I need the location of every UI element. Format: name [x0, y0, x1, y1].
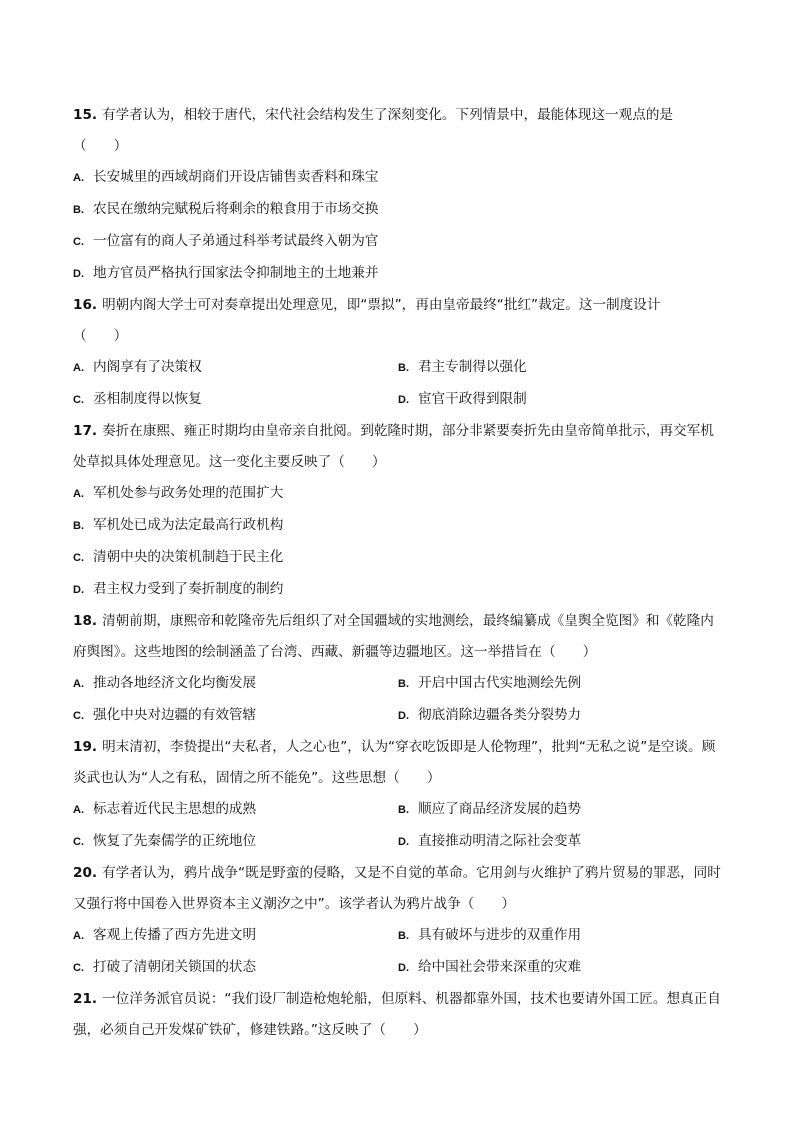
option-label: D.: [73, 268, 84, 280]
question-15: [73, 100, 725, 290]
option-b: [398, 920, 725, 952]
question-text: 有学者认为，鸦片战争“既是野蛮的侵略，又是不自觉的革命。它用剑与火维护了鸦片贸易的罪恶，同时又强行将中国卷入世界资本主义潮汐之中”。该学者认为鸦片战争（ ）: [73, 865, 721, 912]
answer-paren: （ ）: [73, 138, 128, 154]
question-16: [73, 290, 725, 416]
answer-paren: （ ）: [73, 328, 128, 344]
exam-page: [73, 100, 725, 1046]
question-text: 一位洋务派官员说：“我们设厂制造枪炮轮船，但原料、机器都靠外国，技术也要请外国工匠。想真正自强，必须自己开发煤矿铁矿，修建铁路。”这反映了（ ）: [73, 991, 721, 1038]
question-number: 16.: [73, 297, 98, 313]
option-b: [398, 668, 725, 700]
options: [73, 920, 725, 984]
question-text: 清朝前期，康熙帝和乾隆帝先后组织了对全国疆域的实地测绘，最终编纂成《皇舆全览图》和《乾隆内府舆图》。这些地图的绘制涵盖了台湾、西藏、新疆等边疆地区。这一举措旨在（ ）: [73, 613, 714, 660]
option-c: [73, 826, 398, 858]
option-text: 军机处已成为法定最高行政机构: [93, 517, 284, 533]
option-label: B.: [398, 804, 409, 816]
option-text: 清朝中央的决策机制趋于民主化: [93, 549, 284, 565]
option-text: 君主专制得以强化: [418, 359, 527, 375]
option-label: A.: [73, 930, 84, 942]
option-c: [73, 226, 725, 258]
option-label: D.: [398, 836, 409, 848]
option-a: [73, 162, 725, 194]
options: [73, 352, 725, 416]
option-text: 标志着近代民主思想的成熟: [93, 801, 257, 817]
options: [73, 478, 725, 606]
option-text: 彻底消除边疆各类分裂势力: [418, 707, 582, 723]
option-label: B.: [398, 362, 409, 374]
question-number: 17.: [73, 423, 98, 439]
option-c: [73, 700, 398, 732]
options: [73, 794, 725, 858]
option-label: B.: [398, 678, 409, 690]
option-text: 地方官员严格执行国家法令抑制地主的土地兼并: [93, 265, 379, 281]
option-text: 开启中国古代实地测绘先例: [418, 675, 582, 691]
question-stem: [73, 100, 725, 162]
option-label: A.: [73, 488, 84, 500]
option-b: [398, 794, 725, 826]
option-a: [73, 794, 398, 826]
option-text: 内阁享有了决策权: [93, 359, 202, 375]
option-d: [398, 826, 725, 858]
option-label: C.: [73, 236, 84, 248]
option-text: 打破了清朝闭关锁国的状态: [93, 959, 257, 975]
question-21: [73, 984, 725, 1046]
question-17: [73, 416, 725, 606]
option-label: D.: [73, 584, 84, 596]
option-a: [73, 478, 725, 510]
question-20: [73, 858, 725, 984]
option-text: 给中国社会带来深重的灾难: [418, 959, 582, 975]
question-19: [73, 732, 725, 858]
option-label: D.: [398, 710, 409, 722]
option-a: [73, 920, 398, 952]
question-text: 有学者认为，相较于唐代，宋代社会结构发生了深刻变化。下列情景中，最能体现这一观点的是: [102, 107, 674, 123]
question-text: 奏折在康熙、雍正时期均由皇帝亲自批阅。到乾隆时期，部分非紧要奏折先由皇帝简单批示，再交军机处草拟具体处理意见。这一变化主要反映了（ ）: [73, 423, 714, 470]
option-label: C.: [73, 710, 84, 722]
option-label: C.: [73, 836, 84, 848]
option-c: [73, 542, 725, 574]
option-label: A.: [73, 172, 84, 184]
option-a: [73, 668, 398, 700]
question-number: 19.: [73, 739, 98, 755]
question-stem: [73, 984, 725, 1046]
option-text: 推动各地经济文化均衡发展: [93, 675, 257, 691]
option-c: [73, 952, 398, 984]
option-label: C.: [73, 394, 84, 406]
option-label: B.: [398, 930, 409, 942]
question-text: 明末清初，李贽提出“夫私者，人之心也”，认为“穿衣吃饭即是人伦物理”，批判“无私之说”是空谈。顾炎武也认为“人之有私，固情之所不能免”。这些思想（ ）: [73, 739, 716, 786]
option-text: 军机处参与政务处理的范围扩大: [93, 485, 284, 501]
option-label: A.: [73, 362, 84, 374]
option-label: A.: [73, 804, 84, 816]
option-text: 一位富有的商人子弟通过科举考试最终入朝为官: [93, 233, 379, 249]
option-text: 顺应了商品经济发展的趋势: [418, 801, 582, 817]
option-label: B.: [73, 520, 84, 532]
question-number: 15.: [73, 107, 98, 123]
option-b: [73, 510, 725, 542]
option-text: 直接推动明清之际社会变革: [418, 833, 582, 849]
option-text: 具有破坏与进步的双重作用: [418, 927, 582, 943]
options: [73, 162, 725, 290]
question-number: 20.: [73, 865, 98, 881]
option-text: 长安城里的西域胡商们开设店铺售卖香料和珠宝: [93, 169, 379, 185]
question-stem: [73, 858, 725, 920]
question-number: 21.: [73, 991, 98, 1007]
option-c: [73, 384, 398, 416]
option-label: D.: [398, 962, 409, 974]
option-d: [398, 700, 725, 732]
option-label: D.: [398, 394, 409, 406]
option-b: [73, 194, 725, 226]
question-stem: [73, 732, 725, 794]
options: [73, 668, 725, 732]
option-label: C.: [73, 962, 84, 974]
option-a: [73, 352, 398, 384]
option-label: C.: [73, 552, 84, 564]
option-d: [398, 384, 725, 416]
option-text: 恢复了先秦儒学的正统地位: [93, 833, 257, 849]
option-b: [398, 352, 725, 384]
option-d: [398, 952, 725, 984]
option-d: [73, 258, 725, 290]
option-text: 宦官干政得到限制: [418, 391, 527, 407]
option-text: 农民在缴纳完赋税后将剩余的粮食用于市场交换: [93, 201, 379, 217]
option-label: A.: [73, 678, 84, 690]
question-stem: [73, 416, 725, 478]
question-18: [73, 606, 725, 732]
option-label: B.: [73, 204, 84, 216]
option-d: [73, 574, 725, 606]
option-text: 客观上传播了西方先进文明: [93, 927, 257, 943]
question-number: 18.: [73, 613, 98, 629]
option-text: 君主权力受到了奏折制度的制约: [93, 581, 284, 597]
option-text: 强化中央对边疆的有效管辖: [93, 707, 257, 723]
question-text: 明朝内阁大学士可对奏章提出处理意见，即“票拟”，再由皇帝最终“批红”裁定。这一制度设计: [102, 297, 661, 313]
question-stem: [73, 606, 725, 668]
question-stem: [73, 290, 725, 352]
option-text: 丞相制度得以恢复: [93, 391, 202, 407]
